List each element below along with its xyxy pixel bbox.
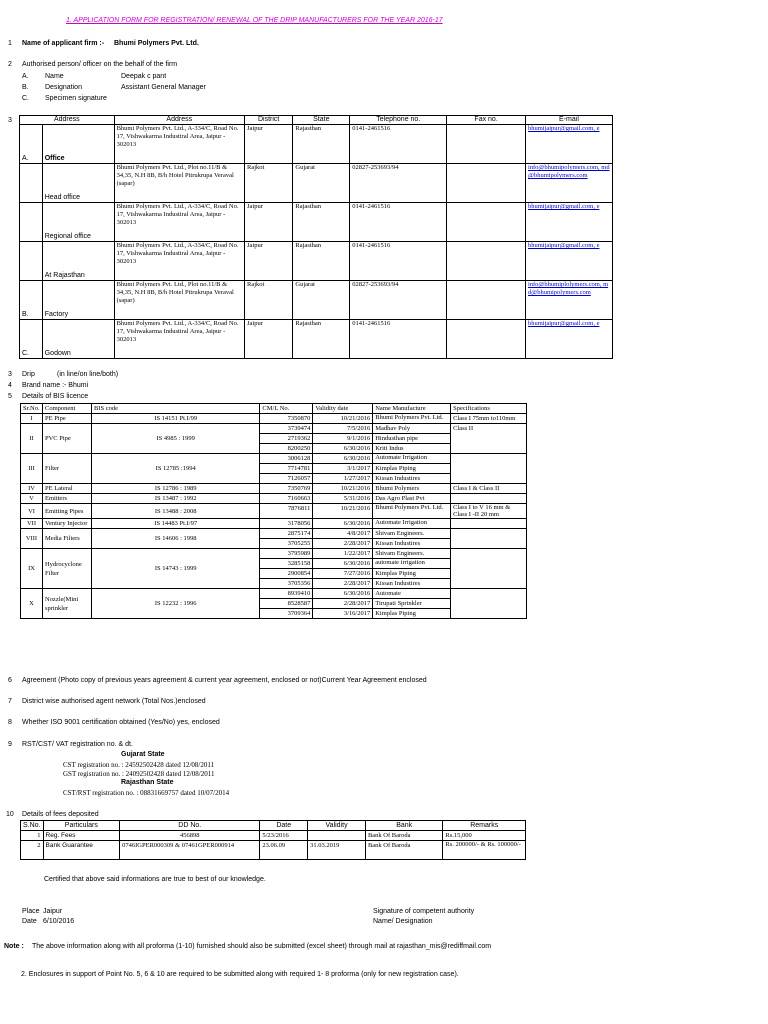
fee-dd-no: 0746IGPER000309 & 07461GPER000914	[120, 841, 260, 860]
section-letter	[20, 203, 43, 242]
rst-registration: CST/RST registration no. : 08831669757 dated 10/07/2014	[63, 789, 230, 797]
bis-validity-date: 1/27/2017	[313, 474, 373, 484]
bis-code: IS 14483 Pt.I/97	[91, 519, 259, 529]
address-label: Godown	[42, 320, 114, 359]
col-header-state: State	[293, 116, 350, 125]
district: Jaipur	[244, 320, 292, 359]
item-2a-letter: A.	[22, 73, 29, 80]
bis-validity-date: 2/28/2017	[313, 599, 373, 609]
signature-label: Signature of competent authority	[373, 908, 475, 915]
bis-validity-date: 1/22/2017	[313, 549, 373, 559]
section-letter: B.	[20, 281, 43, 320]
table-row	[21, 841, 526, 860]
district: Rajkot	[244, 281, 292, 320]
bis-validity-date: 10/21/2016	[313, 414, 373, 424]
bis-manufacturer: Tirupati Sprinkler	[373, 599, 451, 609]
bis-cml-no: 7350870	[260, 414, 313, 424]
item-2-number: 2	[8, 61, 12, 68]
fax	[447, 125, 526, 164]
bis-cml-no: 3285158	[260, 559, 313, 569]
fee-remarks: Rs.15,000	[443, 831, 526, 841]
item-5-number: 5	[8, 393, 12, 400]
bis-sr-no: II	[21, 424, 43, 454]
bis-cml-no: 3709364	[260, 609, 313, 619]
form-title: 1. APPLICATION FORM FOR REGISTRATION/ RENEWAL OF THE DRIP MANUFACTURERS FOR THE YEAR 2016-17	[66, 17, 443, 24]
item-3b-value: (in line/on line/both)	[57, 371, 119, 378]
bis-sr-no: III	[21, 454, 43, 484]
bis-sr-no: VII	[21, 519, 43, 529]
bis-cml-no: 7350769	[260, 484, 313, 494]
bis-specifications	[451, 529, 527, 549]
district: Jaipur	[244, 203, 292, 242]
table-row	[20, 281, 613, 320]
bis-manufacturer: automate irrigation	[373, 559, 451, 569]
bis-table-header	[21, 404, 527, 414]
item-9-number: 9	[8, 741, 12, 748]
bis-validity-date: 2/28/2017	[313, 579, 373, 589]
item-3-number: 3	[8, 117, 12, 124]
address-label: Head office	[42, 164, 114, 203]
bis-cml-no: 2875174	[260, 529, 313, 539]
email-link[interactable]	[525, 281, 612, 320]
email-link[interactable]	[525, 320, 612, 359]
bis-manufacturer: Bhumi Polymers Pvt. Ltd.	[373, 414, 451, 424]
table-row	[20, 164, 613, 203]
table-row	[21, 454, 527, 464]
place-value: Jaipur	[43, 908, 63, 915]
bis-manufacturer: Bhumi Polymers Pvt. Ltd.	[373, 504, 451, 519]
bis-validity-date: 6/30/2016	[313, 559, 373, 569]
fee-validity: 31.03.2019	[308, 841, 366, 860]
item-2b-label: Designation	[45, 84, 82, 91]
note-2: 2. Enclosures in support of Point No. 5, 6 & 10 are required to be submitted along with required 1- 8 proforma (only for new registration case).	[21, 971, 459, 978]
fee-s-no: 2	[21, 841, 44, 860]
item-10-label: Details of fees deposited	[22, 811, 99, 818]
table-row	[20, 203, 613, 242]
bis-code: IS 12232 : 1996	[91, 589, 259, 619]
state: Rajasthan	[293, 125, 350, 164]
address-text: Bhumi Polymers Pvt. Ltd., Plot no.11/B & 34,35, N.H 8B, B/h Hotel Pitrukrupa Veraval (sapar)	[114, 281, 244, 320]
item-2b-letter: B.	[22, 84, 29, 91]
bis-validity-date: 7/5/2016	[313, 424, 373, 434]
email-link[interactable]	[525, 203, 612, 242]
address-text: Bhumi Polymers Pvt. Ltd., A-334/C, Road No. 17, Vishwakarma Industiral Area, Jaipur - 302013	[114, 125, 244, 164]
bis-validity-date: 10/21/2016	[313, 504, 373, 519]
date-label: Date	[22, 918, 37, 925]
col-header-fax: Fax no.	[447, 116, 526, 125]
bis-validity-date: 4/8/2017	[313, 529, 373, 539]
state: Rajasthan	[293, 242, 350, 281]
item-10-number: 10	[6, 811, 14, 818]
table-row	[20, 242, 613, 281]
bis-validity-date: 6/30/2016	[313, 519, 373, 529]
item-2-label: Authorised person/ officer on the behalf of the firm	[22, 61, 178, 68]
district: Jaipur	[244, 242, 292, 281]
email-text[interactable]: bhumijaipur@gmail.com, e	[527, 125, 600, 132]
bis-cml-no: 3705255	[260, 539, 313, 549]
bis-cml-no: 7876811	[260, 504, 313, 519]
bis-manufacturer: Hindusthan pipe	[373, 434, 451, 444]
fax	[447, 242, 526, 281]
authorised-person-name: Deepak c pant	[121, 73, 167, 80]
col-header-cml-no: CM/L No.	[260, 404, 313, 414]
email-link[interactable]	[525, 164, 612, 203]
bis-sr-no: V	[21, 494, 43, 504]
telephone: 0141-2461516	[350, 125, 447, 164]
district: Jaipur	[244, 125, 292, 164]
address-text: Bhumi Polymers Pvt. Ltd., Plot no.11/B & 34,35, N.H 8B, B/h Hotel Pitrukrupa Veraval (sapar)	[114, 164, 244, 203]
bis-component: PVC Pipe	[42, 424, 91, 454]
email-link[interactable]	[525, 242, 612, 281]
bis-cml-no: 3795989	[260, 549, 313, 559]
date-value: 6/10/2016	[43, 918, 75, 925]
district: Rajkot	[244, 164, 292, 203]
bis-specifications: Class I to V 16 mm & Class I -II 20 mm	[451, 504, 527, 519]
telephone: 02827-253693/94	[350, 164, 447, 203]
fax	[447, 281, 526, 320]
fee-remarks: Rs. 200000/- & Rs. 100000/-	[443, 841, 526, 860]
bis-manufacturer: Shivam Engineers.	[373, 549, 451, 559]
state: Rajasthan	[293, 203, 350, 242]
brand-name: Brand name :- Bhumi	[22, 382, 89, 389]
bis-cml-no: 8200250	[260, 444, 313, 454]
bis-validity-date: 9/1/2016	[313, 434, 373, 444]
bis-manufacturer: Kissan Industires	[373, 474, 451, 484]
bis-code: IS 13487 : 1992	[91, 494, 259, 504]
state: Gujarat	[293, 164, 350, 203]
note-1: The above information along with all proforma (1-10) furnished should also be submitted (excel sheet) through mail at rajasthan_mis@rediffmail.com	[32, 943, 492, 950]
item-7-label: District wise authorised agent network (Total Nos.)enclosed	[22, 698, 206, 705]
fee-date: 23.06.09	[260, 841, 308, 860]
col-header-date: Date	[260, 821, 308, 831]
bis-sr-no: IX	[21, 549, 43, 589]
bis-specifications	[451, 589, 527, 619]
bis-code: IS 12785 :1994	[91, 454, 259, 484]
col-header-name-manufacture: Name Manufacture	[373, 404, 451, 414]
item-6-label: Agreement (Photo copy of previous years agreement & current year agreement, enclosed or not)Current Year Agreement enclosed	[22, 677, 427, 684]
table-row	[21, 414, 527, 424]
state: Gujarat	[293, 281, 350, 320]
col-header-telephone: Telephone no.	[350, 116, 447, 125]
col-header-validity: Validity	[308, 821, 366, 831]
bis-manufacturer: Automate Irrigation	[373, 519, 451, 529]
col-header-particulars: Particulars	[43, 821, 120, 831]
address-label: Office	[42, 125, 114, 164]
col-header-district: District	[244, 116, 292, 125]
bis-component: Hydrocyclone Filter	[42, 549, 91, 589]
item-1-label: Name of applicant firm :-	[22, 40, 105, 47]
col-header-component: Component	[42, 404, 91, 414]
fee-validity	[308, 831, 366, 841]
address-label: At Rajasthan	[42, 242, 114, 281]
rajasthan-state-heading: Rajasthan State	[121, 779, 174, 786]
fax	[447, 164, 526, 203]
bis-manufacturer: Kriti Indus	[373, 444, 451, 454]
bis-cml-no: 7160663	[260, 494, 313, 504]
telephone: 02827-253693/94	[350, 281, 447, 320]
gujarat-state-heading: Gujarat State	[121, 751, 165, 758]
item-3b-label: Drip	[22, 371, 35, 378]
address-label: Factory	[42, 281, 114, 320]
bis-validity-date: 6/30/2016	[313, 589, 373, 599]
table-row	[21, 529, 527, 539]
bis-sr-no: VI	[21, 504, 43, 519]
telephone: 0141-2461516	[350, 320, 447, 359]
section-letter: C.	[20, 320, 43, 359]
bis-validity-date: 2/28/2017	[313, 539, 373, 549]
item-3b-number: 3	[8, 371, 12, 378]
table-row	[21, 504, 527, 519]
table-row	[21, 424, 527, 434]
bis-component: Emitters	[42, 494, 91, 504]
fee-bank: Bank Of Baroda	[365, 841, 442, 860]
bis-validity-date: 3/16/2017	[313, 609, 373, 619]
item-2a-label: Name	[45, 73, 64, 80]
cst-registration: CST registration no. : 24592502428 dated 12/08/2011	[63, 761, 215, 769]
fax	[447, 320, 526, 359]
bis-manufacturer: Kimplas Piping	[373, 569, 451, 579]
address-text: Bhumi Polymers Pvt. Ltd., A-334/C, Road No. 17, Vishwakarma Industiral Area, Jaipur - 302013	[114, 242, 244, 281]
bis-manufacturer: Kimplas Piping	[373, 464, 451, 474]
bis-component: Media Filters	[42, 529, 91, 549]
email-text[interactable]: info@bhumiplolymers.com, md@bhumipolymers.com	[527, 281, 609, 296]
col-header-validity-date: Validity date	[313, 404, 373, 414]
section-letter: A.	[20, 125, 43, 164]
bis-code: IS 14743 : 1999	[91, 549, 259, 589]
fees-table	[20, 820, 526, 860]
bis-manufacturer: Automate Irrigation	[373, 454, 451, 464]
bis-licence-table	[20, 403, 527, 619]
bis-manufacturer: Bhumi Polymers	[373, 484, 451, 494]
bis-sr-no: VIII	[21, 529, 43, 549]
designation-label: Name/ Designation	[373, 918, 433, 925]
bis-cml-no: 3739474	[260, 424, 313, 434]
bis-cml-no: 3178056	[260, 519, 313, 529]
item-9-label: RST/CST/ VAT registration no. & dt.	[22, 741, 133, 748]
bis-component: PE Pipe	[42, 414, 91, 424]
bis-manufacturer: Shivam Engineers.	[373, 529, 451, 539]
bis-manufacturer: Automate	[373, 589, 451, 599]
col-header-s-no: S.No.	[21, 821, 44, 831]
email-text[interactable]: bhumijaipur@gmail.com, e	[527, 203, 600, 210]
bis-specifications: Class I 75mm to110mm	[451, 414, 527, 424]
table-row	[21, 549, 527, 559]
item-1-number: 1	[8, 40, 12, 47]
col-header-specifications: Specifications	[451, 404, 527, 414]
place-label: Place	[22, 908, 40, 915]
table-row	[20, 320, 613, 359]
state: Rajasthan	[293, 320, 350, 359]
bis-specifications: Class I & Class II	[451, 484, 527, 494]
col-header-address-2: Address	[114, 116, 244, 125]
bis-component: Nozzle(Mini sprinkler	[42, 589, 91, 619]
certification-statement: Certified that above said informations are true to best of our knowledge.	[44, 876, 266, 883]
fee-particulars: Bank Guarantee	[43, 841, 120, 860]
col-header-sr-no: Sr.No.	[21, 404, 43, 414]
bis-validity-date: 3/1/2017	[313, 464, 373, 474]
bis-component: Ventury Injector	[42, 519, 91, 529]
bis-specifications	[451, 549, 527, 589]
bis-validity-date: 10/21/2016	[313, 484, 373, 494]
telephone: 0141-2461516	[350, 242, 447, 281]
bis-specifications: Class II	[451, 424, 527, 454]
table-row	[20, 125, 613, 164]
gst-registration: GST registration no. : 24092502428 dated 12/08/2011	[63, 770, 215, 778]
item-7-number: 7	[8, 698, 12, 705]
fee-particulars: Reg. Fees	[43, 831, 120, 841]
address-text: Bhumi Polymers Pvt. Ltd., A-334/C, Road No. 17, Vishwakarma Industiral Area, Jaipur - 302013	[114, 203, 244, 242]
col-header-address-1: Address	[20, 116, 115, 125]
bis-sr-no: IV	[21, 484, 43, 494]
address-text: Bhumi Polymers Pvt. Ltd., A-334/C, Road No. 17, Vishwakarma Industiral Area, Jaipur - 302013	[114, 320, 244, 359]
item-4-number: 4	[8, 382, 12, 389]
table-row	[21, 484, 527, 494]
fax	[447, 203, 526, 242]
item-2c-label: Specimen signature	[45, 95, 107, 102]
item-8-label: Whether ISO 9001 certification obtained (Yes/No) yes, enclosed	[22, 719, 220, 726]
bis-sr-no: I	[21, 414, 43, 424]
fee-dd-no: 456898	[120, 831, 260, 841]
bis-manufacturer: Kissan Industires	[373, 579, 451, 589]
note-label: Note :	[4, 943, 24, 950]
item-2c-letter: C.	[22, 95, 29, 102]
email-link[interactable]	[525, 125, 612, 164]
telephone: 0141-2461516	[350, 203, 447, 242]
bis-specifications	[451, 494, 527, 504]
bis-code: IS 4985 : 1999	[91, 424, 259, 454]
table-row	[21, 519, 527, 529]
bis-cml-no: 7126057	[260, 474, 313, 484]
fees-table-header	[21, 821, 526, 831]
email-text[interactable]: bhumijaipur@gmail.com, e	[527, 242, 600, 249]
section-letter	[20, 164, 43, 203]
bis-component: PE Lateral	[42, 484, 91, 494]
table-row	[21, 589, 527, 599]
bis-code: IS 12786 : 1989	[91, 484, 259, 494]
address-table-header	[20, 116, 613, 125]
bis-validity-date: 5/31/2016	[313, 494, 373, 504]
applicant-firm-name: Bhumi Polymers Pvt. Ltd.	[114, 40, 199, 47]
fee-bank: Bank Of Baroda	[365, 831, 442, 841]
bis-cml-no: 2719362	[260, 434, 313, 444]
col-header-bank: Bank	[365, 821, 442, 831]
bis-code: IS 14606 : 1998	[91, 529, 259, 549]
bis-manufacturer: Madhav Poly	[373, 424, 451, 434]
bis-component: Filter	[42, 454, 91, 484]
table-row	[21, 831, 526, 841]
table-row	[21, 494, 527, 504]
bis-component: Emitting Pipes	[42, 504, 91, 519]
item-8-number: 8	[8, 719, 12, 726]
bis-code: IS 14151 Pt.I/99	[91, 414, 259, 424]
fee-date: 5/23/2016	[260, 831, 308, 841]
bis-cml-no: 7714781	[260, 464, 313, 474]
section-letter	[20, 242, 43, 281]
bis-code: IS 13488 : 2008	[91, 504, 259, 519]
bis-sr-no: X	[21, 589, 43, 619]
address-label: Regional office	[42, 203, 114, 242]
bis-validity-date: 6/30/2016	[313, 444, 373, 454]
bis-manufacturer: Kimplas Piping	[373, 609, 451, 619]
item-5-label: Details of BIS licence	[22, 393, 89, 400]
address-table	[19, 115, 613, 359]
email-text[interactable]: bhumijaipur@gmail.com, e	[527, 320, 600, 327]
bis-cml-no: 3705356	[260, 579, 313, 589]
bis-manufacturer: Das Agro Plast Pvt	[373, 494, 451, 504]
col-header-bis-code: BIS code	[91, 404, 259, 414]
bis-cml-no: 8528587	[260, 599, 313, 609]
bis-manufacturer: Kissan Industires	[373, 539, 451, 549]
bis-cml-no: 3006128	[260, 454, 313, 464]
col-header-dd-no: DD No.	[120, 821, 260, 831]
authorised-person-designation: Assistant General Manager	[121, 84, 206, 91]
col-header-remarks: Remarks	[443, 821, 526, 831]
bis-validity-date: 7/27/2016	[313, 569, 373, 579]
email-text[interactable]: info@bhumipolymers.com, md@bhumipolymers.com	[527, 164, 610, 179]
bis-specifications	[451, 454, 527, 484]
bis-cml-no: 8939410	[260, 589, 313, 599]
fee-s-no: 1	[21, 831, 44, 841]
item-6-number: 6	[8, 677, 12, 684]
col-header-email: E-mail	[525, 116, 612, 125]
bis-specifications	[451, 519, 527, 529]
bis-validity-date: 6/30/2016	[313, 454, 373, 464]
bis-cml-no: 2900854	[260, 569, 313, 579]
